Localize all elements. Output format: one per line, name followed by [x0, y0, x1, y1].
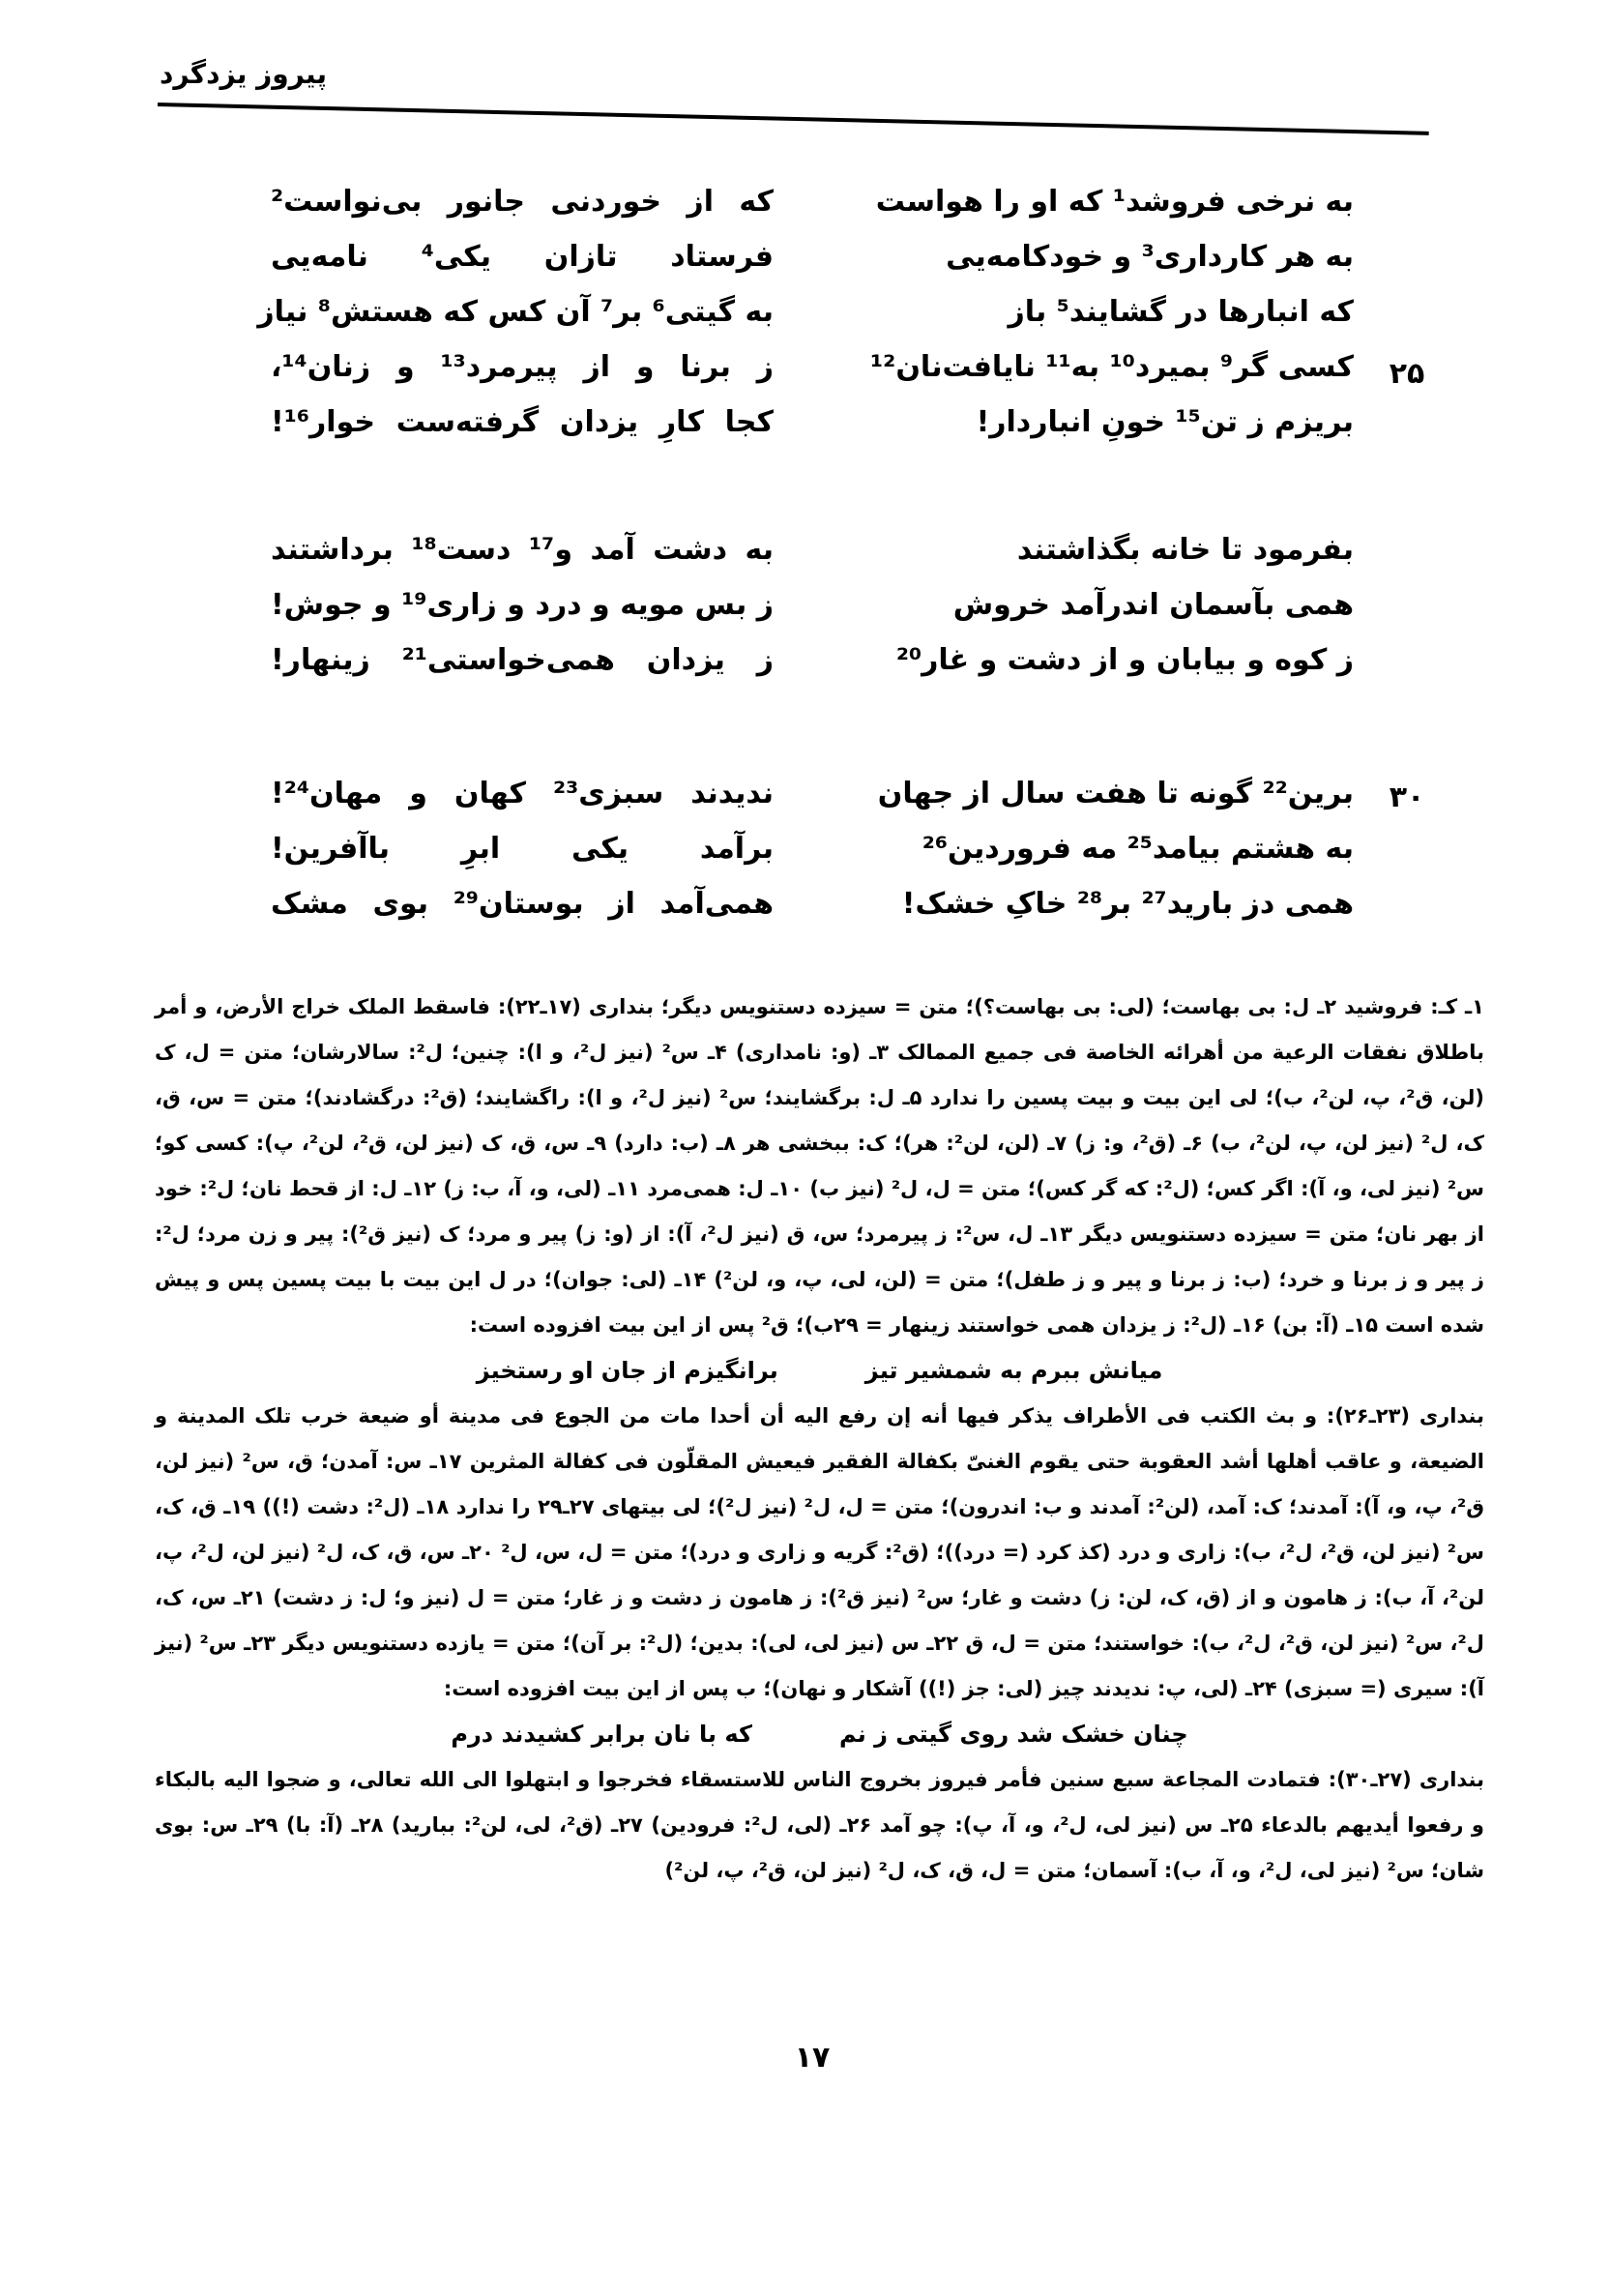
verse-hemistich-right: به هشتم بیامد²⁵ مه فروردین²⁶ [922, 832, 1354, 866]
footnote-verse [155, 1712, 1484, 1757]
footnote-paragraph: بنداری (۲۷ـ۳۰): فتمادت المجاعة سبع سنین فأمر فیروز بخروج الناس للاستسقاء فخرجوا و ابتهلوا الی الله تعالی، و ضجوا الیه بالبکاء و رفعوا أیدیهم بالدعاء ۲۵ـ س (نیز لی، ل²، و، آ، پ): چو آمد ۲۶ـ (لی، ل²: فرودین) ۲۷ـ (ق²، لی، لن²: ببارید) ۲۸ـ (آ: با) ۲۹ـ س: بوی شان؛ س² (نیز لی، ل²، و، آ، ب): آسمان؛ متن = ل، ق، ک، ل² (نیز لن، ق²، پ، لن²) [155, 1768, 1485, 1882]
footnote-verse-left: که با نان برابر کشیدند درم [451, 1721, 752, 1748]
verse-hemistich-right: بریزم ز تن¹⁵ خونِ انباردار! [976, 405, 1354, 439]
verse-hemistich-right: همی بآسمان اندرآمد خروش [952, 588, 1354, 622]
verse-hemistich-left: ندیدند سبزی²³ کهان و مهان²⁴! [271, 777, 774, 810]
footnote-paragraph: بنداری (۲۳ـ۲۶): و بث الکتب فی الأطراف یذکر فیها أنه إن رفع الیه أن أحدا مات من الجوع فی مدینة أو ضیعة خرب تلک المدینة و الضیعة، و عاقب أهلها أشد العقوبة حتی یقوم الغنیّ بکفالة الفقیر فیعیش المقلّون فی کفالة المثرین ۱۷ـ س: آمدن؛ ق، س² (نیز لن، ق²، پ، و، آ): آمدند؛ ک: آمد، (لن²: آمدند و ب: اندرون)؛ متن = ل، ل² (نیز ل²)؛ لی بیتهای ۲۷ـ۲۹ را ندارد ۱۸ـ (ل²: دشت (!)) ۱۹ـ ق، ک، س² (نیز لن، ق²، ل²، ب): زاری و درد (کذ کرد (= درد))؛ (ق²: گریه و زاری و درد)؛ متن = ل، س، ل² ۲۰ـ س، ق، ک، ل² (نیز لن، ل²، پ، لن²، آ، ب): ز هامون و از (ق، ک، لن: ز) دشت و غار؛ س² (نیز ق²): ز هامون ز دشت و ز غار؛ متن = ل (نیز و؛ ل: ز دشت) ۲۱ـ س، ک، ل²، س² (نیز لن، ق²، ل²، ب): خواستند؛ متن = ل، ق ۲۲ـ س (نیز لی، لی): بدین؛ (ل²: بر آن)؛ متن = یازده دستنویس دیگر ۲۳ـ س² (نیز آ): سیری (= سبزی) ۲۴ـ (لی، پ: ندیدند چیز (لی: جز (!)) آشکار و نهان)؛ ب پس از این بیت افزوده است: [155, 1404, 1485, 1700]
verse-hemistich-left: ز بس مویه و درد و زاری¹⁹ و جوش! [271, 588, 775, 622]
page-header [160, 50, 353, 99]
verse-hemistich-left: کجا کارِ یزدان گرفته‌ست خوار¹⁶! [271, 405, 774, 439]
verse-hemistich-left: ز یزدان همی‌خواستی²¹ زینهار! [271, 643, 774, 677]
verse-hemistich-left: همی‌آمد از بوستان²⁹ بوی مشک [271, 887, 774, 921]
verse-hemistich-left: که از خوردنی جانور بی‌نواست² [271, 185, 774, 219]
verse-hemistich-left: برآمد یکی ابرِ باآفرین! [271, 832, 774, 866]
verse-number: ۲۵ [1389, 357, 1425, 391]
footnote-paragraph: ۱ـ کـ: فروشید ۲ـ ل: بی بهاست؛ (لی: بی بهاست؟)؛ متن = سیزده دستنویس دیگر؛ بنداری (۱۷ـ۲۲): فاسقط الملک خراج الأرض، و أمر باطلاق نفقات الرعیة من أهرائه الخاصة فی جمیع الممالک ۳ـ (و: نامداری) ۴ـ س² (نیز ل²، و ا): چنین؛ ل²: سالارشان؛ متن = ل، ک (لن، ق²، پ، لن²، ب)؛ لی این بیت و بیت پسین را ندارد ۵ـ ل: برگشایند؛ س² (نیز ل²، و ا): راگشایند؛ (ق²: درگشادند)؛ متن = س، ق، ک، ل² (نیز لن، پ، لن²، ب) ۶ـ (ق²، و: ز) ۷ـ (لن، لن²: هر)؛ ک: ببخشی هر ۸ـ (ب: دارد) ۹ـ س، ق، ک (نیز لن، ق²، لن²، پ): کسی کو؛ س² (نیز لی، و، آ): اگر کس؛ (ل²: که گر کس)؛ متن = ل، ل² (نیز ب) ۱۰ـ ل: همی‌مرد ۱۱ـ (لی، و، آ، ب: ز) ۱۲ـ ل: از قحط نان؛ ل²: خود از بهر نان؛ متن = سیزده دستنویس دیگر ۱۳ـ ل، س²: ز پیرمرد؛ س، ق (نیز ل²، آ): از (و: ز) پیر و مرد؛ ک (نیز ق²): پیر و زن مرد؛ ل²: ز پیر و ز برنا و خرد؛ (ب: ز برنا و پیر و ز طفل)؛ متن = (لن، لی، پ، و، لن²) ۱۴ـ (لی: جوان)؛ در ل این بیت با بیت پسین پس و پیش شده است ۱۵ـ (آ: بن) ۱۶ـ (ل²: ز یزدان همی خواستند زینهار = ۲۹ب)؛ ق² پس از این بیت افزوده است: [155, 995, 1485, 1337]
verse-hemistich-right: برین²² گونه تا هفت سال از جهان [877, 777, 1354, 810]
footnotes [155, 985, 1484, 1894]
verse-hemistich-right: به هر کارداری³ و خودکامه‌یی [946, 240, 1354, 274]
running-title: پیروز یزدگرد [160, 58, 328, 90]
page-number: ۱۷ [794, 2041, 831, 2075]
verse-hemistich-left: ز برنا و از پیرمرد¹³ و زنان¹⁴، [271, 350, 774, 384]
header-rule [158, 103, 1429, 135]
verse-number: ۳۰ [1389, 780, 1425, 814]
footnote-verse-right: چنان خشک شد روی گیتی ز نم [838, 1721, 1188, 1748]
footnote-verse [155, 1348, 1484, 1394]
verse-hemistich-right: ز کوه و بیابان و از دشت و غار²⁰ [895, 643, 1354, 677]
verse-hemistich-left: فرستاد تازان یکی⁴ نامه‌یی [271, 240, 775, 274]
verse-hemistich-left: به دشت آمد و¹⁷ دست¹⁸ برداشتند [271, 533, 774, 567]
verse-hemistich-left: به گیتی⁶ بر⁷ آن کس که هستش⁸ نیاز [257, 295, 774, 329]
footnote-verse-left: برانگیزم از جان او رستخیز [476, 1357, 778, 1384]
verse-hemistich-right: کسی گر⁹ بمیرد¹⁰ به¹¹ نایافت‌نان¹² [870, 350, 1354, 384]
verse-hemistich-right: به نرخی فروشد¹ که او را هواست [875, 185, 1354, 219]
verse-hemistich-right: بفرمود تا خانه بگذاشتند [1016, 533, 1354, 567]
verse-hemistich-right: که انبارها در گشایند⁵ باز [1008, 295, 1354, 329]
verse-hemistich-right: همی دز بارید²⁷ بر²⁸ خاکِ خشک! [901, 887, 1354, 921]
footnote-verse-right: میانش ببرم به شمشیر تیز [864, 1357, 1163, 1384]
